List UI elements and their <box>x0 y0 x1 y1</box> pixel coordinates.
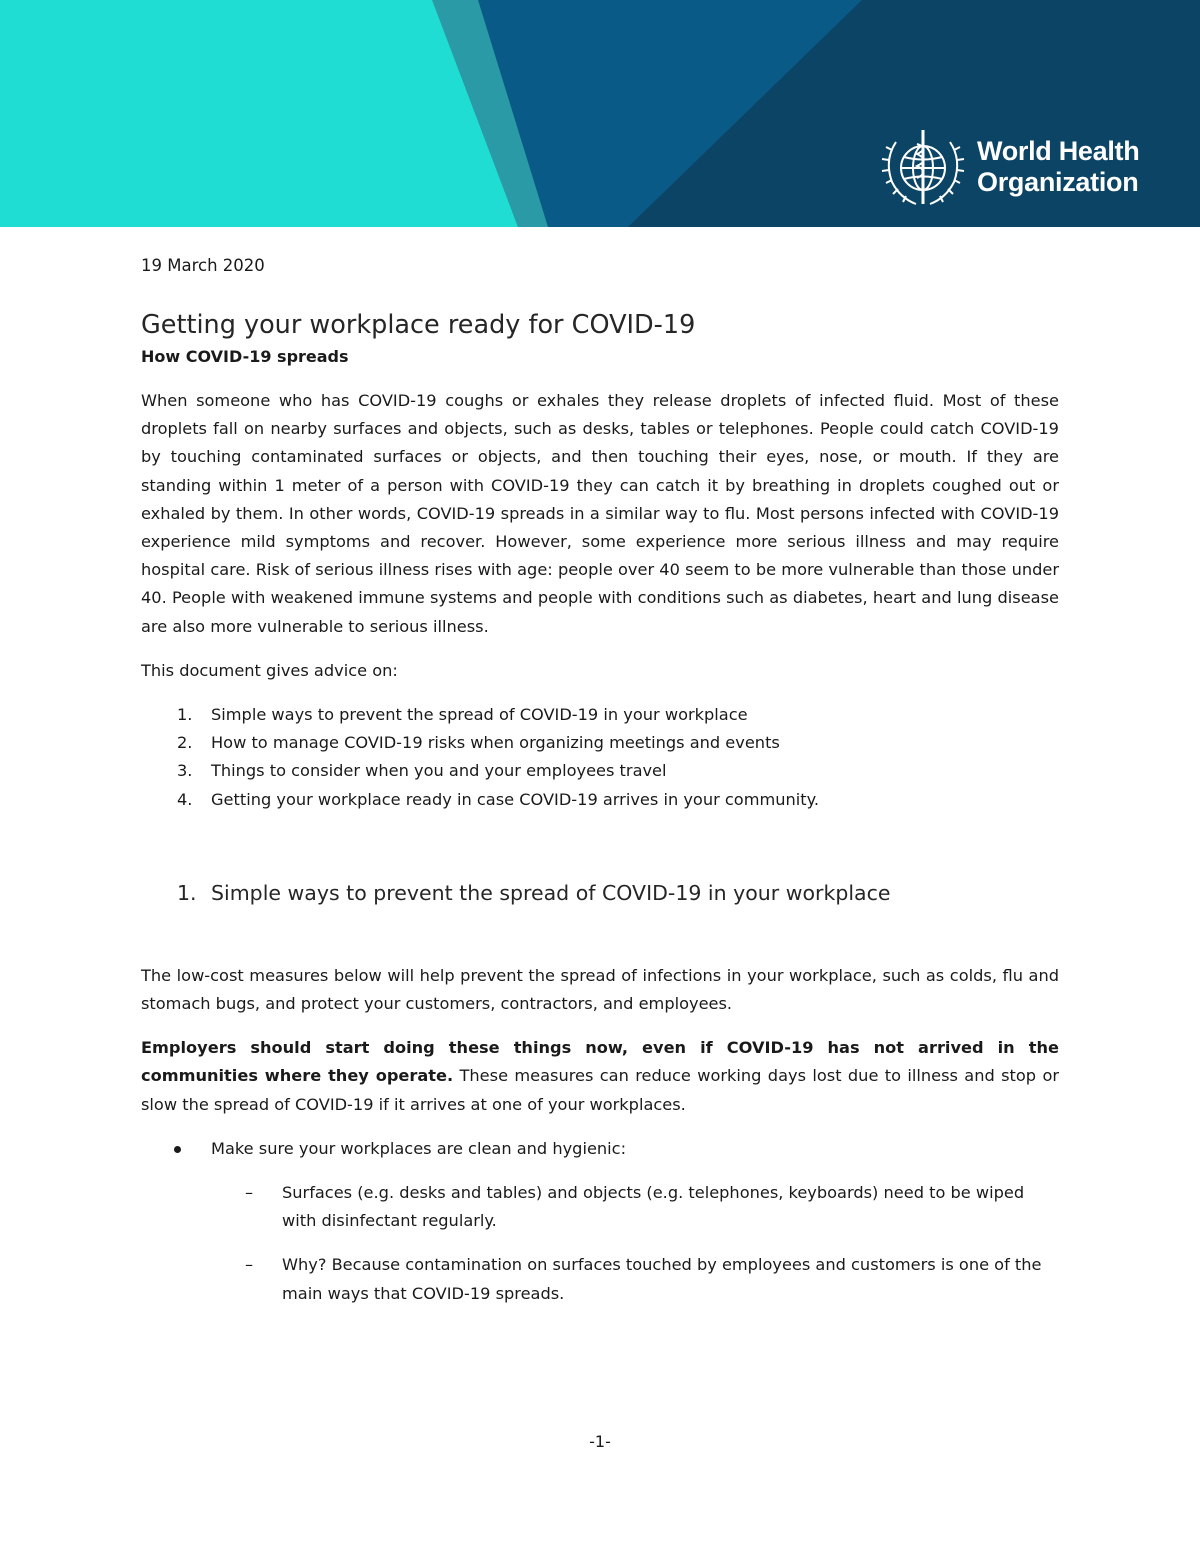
who-logo <box>874 124 1154 212</box>
bullet-item <box>141 1135 1059 1163</box>
sub-list-text: Why? Because contamination on surfaces touched by employees and customers is one of the main ways that COVID-19 spreads. <box>282 1255 1042 1303</box>
document-date: 19 March 2020 <box>141 256 265 275</box>
list-item-number: 4. <box>177 789 193 809</box>
section-paragraph-1: The low-cost measures below will help prevent the spread of infections in your workplace, such as colds, flu and stomach bugs, and protect your customers, contractors, and employees. <box>141 965 1059 1014</box>
list-item-text: How to manage COVID-19 risks when organizing meetings and events <box>211 733 780 753</box>
who-emblem-icon <box>874 124 972 212</box>
dash-marker: – <box>245 1255 254 1275</box>
section-paragraph-2-bold: Employers should start doing these things now, even if COVID-19 has not arrived in the communities where they operate. <box>141 1038 1059 1086</box>
list-item-text: Simple ways to prevent the spread of COVID-19 in your workplace <box>211 705 748 725</box>
list-item-number: 1. <box>177 705 193 725</box>
page-number: -1- <box>589 1432 611 1451</box>
list-item <box>141 757 1059 785</box>
sub-list-text: Surfaces (e.g. desks and tables) and objects (e.g. telephones, keyboards) need to be wiped with disinfectant regularly. <box>282 1183 1025 1231</box>
document-body <box>141 254 1059 1324</box>
intro-paragraph: When someone who has COVID-19 coughs or exhales they release droplets of infected fluid. Most of these droplets fall on nearby surfaces and objects, such as desks, tables or telephones. People could catch COVID-19 by touching contaminated surfaces or objects, and then touching their eyes, nose, or mouth. If they are standing within 1 meter of a person with COVID-19 they can catch it by breathing in droplets coughed out or exhaled by them. In other words, COVID-19 spreads in a similar way to flu. Most persons infected with COVID-19 experience mild symptoms and recover. However, some experience more serious illness and may require hospital care. Risk of serious illness rises with age: people over 40 seem to be more vulnerable than those under 40. People with weakened immune systems and people with conditions such as diabetes, heart and lung disease are also more vulnerable to serious illness. <box>141 391 1059 636</box>
section-paragraph-2 <box>141 1034 1059 1119</box>
advice-intro: This document gives advice on: <box>141 660 398 680</box>
header-banner <box>0 0 1200 227</box>
sub-list-item <box>141 1251 1059 1307</box>
org-name-line1: World Health <box>977 136 1140 166</box>
subheading-how-spreads: How COVID-19 spreads <box>141 347 349 366</box>
advice-list <box>141 701 1059 814</box>
bullet-list <box>141 1135 1059 1163</box>
sub-list-item <box>141 1179 1059 1235</box>
section-number: 1. <box>177 880 197 905</box>
list-item <box>141 701 1059 729</box>
bullet-icon <box>174 1146 181 1153</box>
section-paragraph-2-rest: These measures can reduce working days lost due to illness and stop or slow the spread of COVID-19 if it arrives at one of your workplaces. <box>141 1066 1059 1114</box>
section-heading <box>141 878 1059 908</box>
list-item-text: Getting your workplace ready in case COVID-19 arrives in your community. <box>211 789 820 809</box>
dash-marker: – <box>245 1183 254 1203</box>
document-title: Getting your workplace ready for COVID-19 <box>141 310 696 340</box>
list-item <box>141 729 1059 757</box>
bullet-text: Make sure your workplaces are clean and hygienic: <box>211 1138 627 1158</box>
section-title: Simple ways to prevent the spread of COVID-19 in your workplace <box>211 880 891 905</box>
sub-list <box>141 1179 1059 1308</box>
list-item-text: Things to consider when you and your employees travel <box>211 761 667 781</box>
list-item-number: 2. <box>177 733 193 753</box>
list-item <box>141 786 1059 814</box>
list-item-number: 3. <box>177 761 193 781</box>
org-name-line2: Organization <box>977 167 1139 197</box>
